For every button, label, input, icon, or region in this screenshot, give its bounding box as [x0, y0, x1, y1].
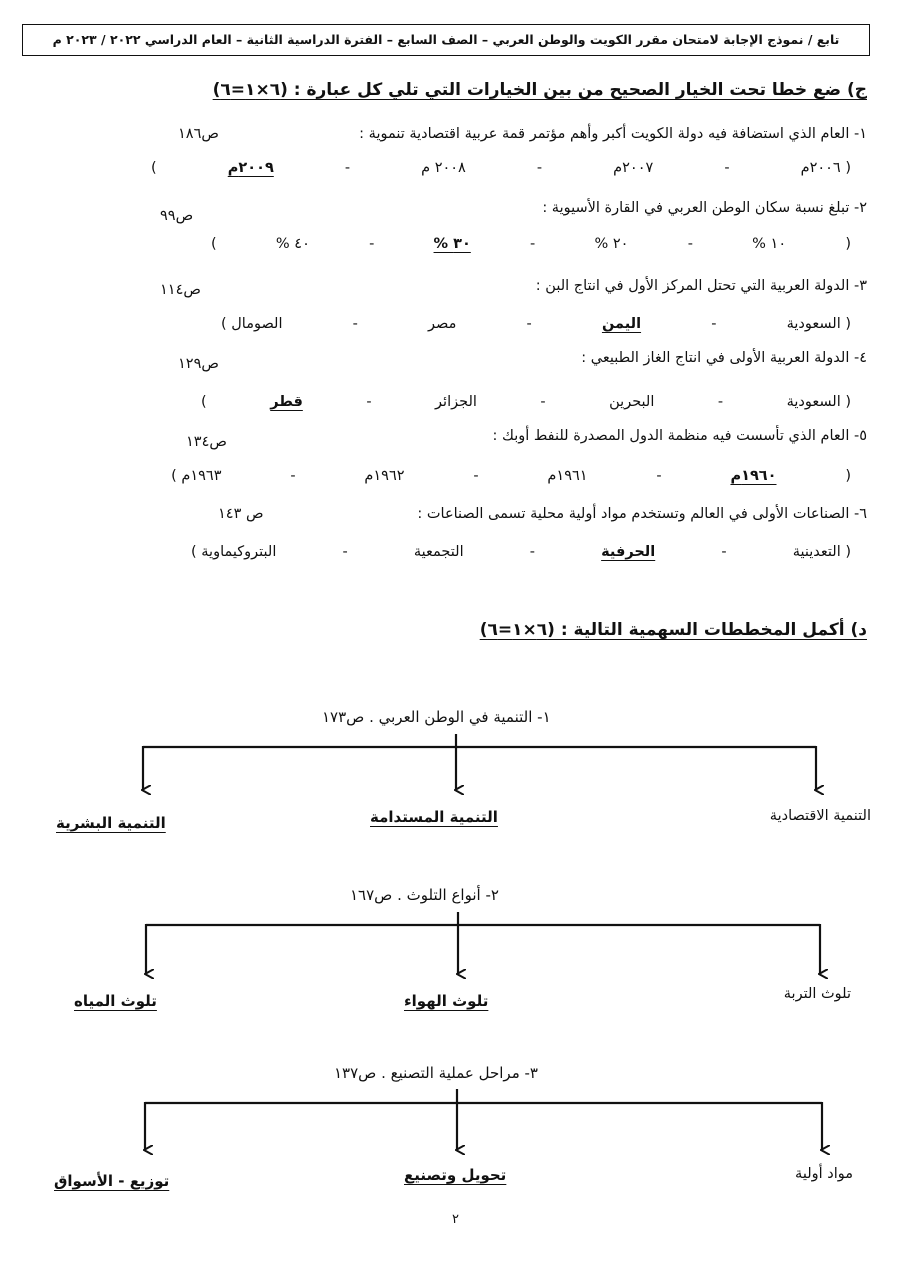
- option: الجزائر: [435, 394, 477, 410]
- question-2-page-ref: ص٩٩: [160, 208, 194, 224]
- correct-option: قطر: [270, 394, 303, 410]
- option: البتروكيماوية ): [191, 544, 277, 560]
- diagram-3-title: ٣- مراحل عملية التصنيع . ص١٣٧: [334, 1064, 538, 1082]
- option-separator: -: [369, 236, 375, 252]
- option-separator: -: [344, 160, 351, 176]
- diagram-3-node-2: تحويل وتصنيع: [404, 1166, 507, 1184]
- option-bracket: (: [845, 468, 851, 484]
- question-6-page-ref: ص ١٤٣: [218, 506, 264, 522]
- diagram-2-title: ٢- أنواع التلوث . ص١٦٧: [350, 886, 499, 904]
- option: ٢٠ %: [594, 236, 629, 252]
- correct-option: ٣٠ %: [433, 236, 471, 252]
- question-5-page-ref: ص١٣٤: [186, 434, 227, 450]
- option-separator: -: [366, 394, 372, 410]
- diagram-2-node-3: تلوث المياه: [74, 992, 157, 1010]
- diagram-2-node-1: تلوث التربة: [783, 986, 851, 1002]
- diagram-3-node-3: توزيع - الأسواق: [54, 1172, 170, 1190]
- diagram-1-node-2: التنمية المستدامة: [370, 808, 498, 826]
- section-d-title: د) أكمل المخططات السهمية التالية : (٦×١=٦): [479, 620, 867, 640]
- option-separator: -: [290, 468, 296, 484]
- option: ( التعدينية: [792, 544, 851, 560]
- diagram-3-connectors: [145, 1089, 822, 1150]
- question-3-page-ref: ص١١٤: [160, 282, 201, 298]
- question-4-page-ref: ص١٢٩: [178, 356, 219, 372]
- option: البحرين: [609, 394, 655, 410]
- correct-option: ١٩٦٠م: [730, 468, 777, 484]
- option-separator: -: [526, 316, 532, 332]
- question-2-text: ٢- تبلغ نسبة سكان الوطن العربي في القارة الأسيوية :: [542, 200, 867, 216]
- question-5-text: ٥- العام الذي تأسست فيه منظمة الدول المصدرة للنفط أوبك :: [492, 428, 867, 444]
- option: ٢٠٠٧م: [613, 160, 654, 176]
- option: ٢٠٠٨ م: [421, 160, 466, 176]
- option-separator: -: [724, 160, 730, 176]
- diagram-1-connectors: [143, 734, 816, 790]
- diagram-3-node-1: مواد أولية: [795, 1166, 853, 1182]
- correct-option: الحرفية: [601, 544, 656, 560]
- question-6-text: ٦- الصناعات الأولى في العالم وتستخدم مواد أولية محلية تسمى الصناعات :: [417, 506, 867, 522]
- option-separator: -: [721, 544, 727, 560]
- option: ١٩٦١م: [547, 468, 588, 484]
- option-separator: -: [473, 468, 479, 484]
- correct-option: ٢٠٠٩م: [227, 160, 274, 176]
- question-1-page-ref: ص١٨٦: [178, 126, 219, 142]
- question-3-text: ٣- الدولة العربية التي تحتل المركز الأول في انتاج البن :: [535, 278, 867, 294]
- diagram-1-node-3: التنمية البشرية: [56, 814, 166, 832]
- diagram-1-title: ١- التنمية في الوطن العربي . ص١٧٣: [322, 708, 551, 726]
- option-bracket: ): [211, 236, 217, 252]
- option: الصومال ): [221, 316, 283, 332]
- question-4-text: ٤- الدولة العربية الأولى في انتاج الغاز الطبيعي :: [581, 350, 867, 366]
- option: مصر: [428, 316, 457, 332]
- option: ١٩٦٣م ): [171, 468, 222, 484]
- option-bracket: (: [845, 236, 851, 252]
- option: ٤٠ %: [275, 236, 310, 252]
- option-separator: -: [717, 394, 724, 410]
- option-bracket: ): [201, 394, 207, 410]
- option: ( السعودية: [786, 316, 851, 332]
- question-1-text: ١- العام الذي استضافة فيه دولة الكويت أكبر وأهم مؤتمر قمة عربية اقتصادية تنموية :: [359, 126, 867, 142]
- correct-option: اليمن: [601, 316, 642, 332]
- option-bracket: ): [151, 160, 157, 176]
- option-separator: -: [529, 544, 535, 560]
- option-separator: -: [687, 236, 693, 252]
- option: ١٩٦٢م: [364, 468, 405, 484]
- option: التجمعية: [413, 544, 464, 560]
- option-separator: -: [530, 236, 536, 252]
- option-separator: -: [540, 394, 546, 410]
- option-separator: -: [656, 468, 662, 484]
- diagram-1-node-1: التنمية الاقتصادية: [769, 808, 871, 824]
- section-c-title: ج) ضع خطا تحت الخيار الصحيح من بين الخيارات التي تلي كل عبارة : (٦×١=٦): [212, 80, 867, 100]
- option-separator: -: [342, 544, 348, 560]
- option: ( السعودية: [786, 394, 851, 410]
- diagram-2-node-2: تلوث الهواء: [404, 992, 489, 1010]
- option-separator: -: [711, 316, 717, 332]
- option: ١٠ %: [752, 236, 787, 252]
- exam-header: تابع / نموذج الإجابة لامتحان مقرر الكويت والوطن العربي – الصف السابع – الفترة الدراسية الثانية – العام الدراسي ٢٠٢٢ / ٢٠٢٣ م: [22, 24, 870, 56]
- page-number: ٢: [452, 1212, 459, 1227]
- option-separator: -: [536, 160, 543, 176]
- option: ( ٢٠٠٦م: [800, 160, 851, 176]
- diagram-2-connectors: [146, 912, 820, 974]
- option-separator: -: [352, 316, 358, 332]
